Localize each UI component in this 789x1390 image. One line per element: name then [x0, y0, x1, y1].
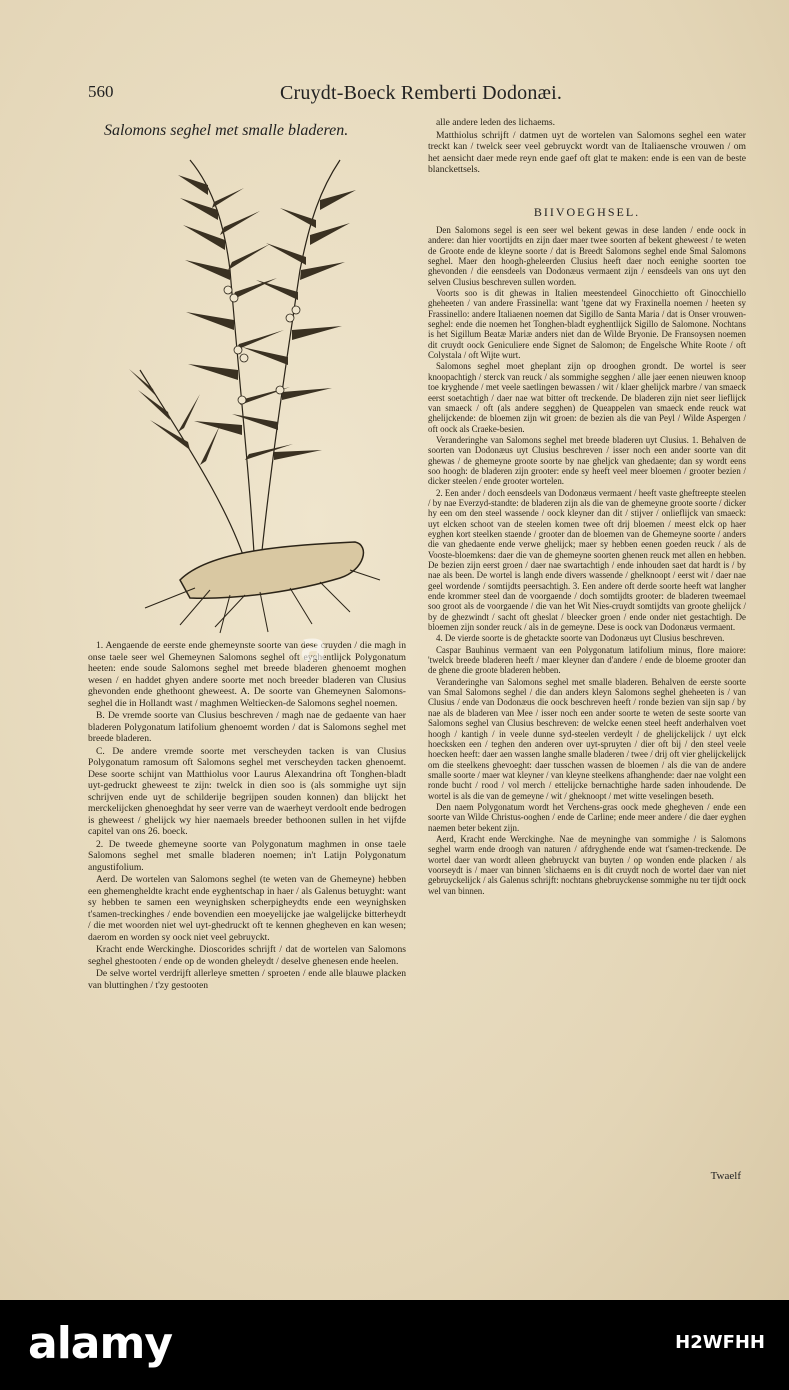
stock-logo: alamy [28, 1318, 172, 1369]
paragraph: Aerd. De wortelen van Salomons seghel (te weten van de Ghemeyne) hebben een ghemengheldte kracht ende eyghentschap in haer / als Galenus betuyght: want sy hebben te samen een weynighsken scherpigheydts ende een weynighsken t'samen-treckinghes / ende bovendien een moeyelijcke jae walgelijcke bitterheydt / die met woorden niet wel uyt-ghedruckt oft te kennen ghegheven en kan wesen; daerom en worden sy oock niet veel gebruyckt. [88, 874, 406, 943]
stock-image-id: H2WFHH [675, 1332, 765, 1353]
watermark: a [300, 625, 327, 671]
paragraph: Matthiolus schrijft / datmen uyt de wortelen van Salomons seghel een water treckt kan / twelck seer veel gebruyckt wordt van de Italiaensche vrouwen / om het aensicht daer mede reyn ende gaef oft glat te maken: ende is een van de beste blanckettsels. [428, 129, 746, 175]
paragraph: Veranderinghe van Salomons seghel met smalle bladeren. Behalven de eerste soorte van Smal Salomons seghel / die dan anders kleyn Salomons seghel gheheeten is / van Clusius / ende van Dodonæus die oock beschreven heeft / ronde bezien van sijn sap / by nae als de bladeren van Mee / isser noch een ander soorte te weten de seste soorte van Salomons seghel van Clusius beschreven: de welcke eenen steel heeft anderhalven voet hoogh / kantigh / in veele dunne syd-steelen verdeylt / de ghelijckelijck / uyt elck hoecksken een / teghen den anderen over uyt-spruyten / dier oft bij / den steel veele hoecken heeft: daer aen wassen langhe smalle bladeren / twee / drij oft vier ghelijckelijck om die steelkens ghevoeght: daer tusschen wassen de bloemen / als die van de andere smalle soorte / maer wat kleyner / van kleyne steelkens afhanghende: daer nae volght een ronde bucht / rood / vol merch / ettelijcke bernachtighe harde saden inhoudende. De wortel is als die van de gemeyne / wit / gheknoopt / met witte veselingen beseth. [428, 676, 746, 801]
paragraph: 1. Aengaende de eerste ende ghemeynste soorte van dese cruyden / die magh in onse taele seer wel Ghemeynen Salomons seghel oft eyghentlijck Polygonatum heeten: ende soude Salomons seghel met breede bladeren ghenoemt moghen wesen / en haddet ghyen andere soorte met noch breeder bladeren van Clusius ghevonden ende ghethoont gheweest. A. De soorte van Ghemeynen Salomons-seghel die in Hollandt wast / maghmen Weltiecken-de Salomons seghel noemen. [88, 640, 406, 709]
left-column-text [88, 640, 406, 1150]
paragraph: Aerd, Kracht ende Werckinghe. Nae de meyninghe van sommighe / is Salomons seghel warm ende droogh van naturen / afdryghende ende wat t'samen-treckende. De wortel daer van wordt alleen ghebruyckt van buyten / op wonden ende placken / als voorseydt is / maer van binnen 'slichaems en is dit cruydt noch de wortel daer van niet gebruyckelijck / als Galenus schrijft: nochtans ghebruyckense sommighe nu ter tijdt oock wel van binnen. [428, 833, 746, 896]
woodcut-plant-illustration [120, 150, 395, 635]
paragraph: Kracht ende Werckinghe. Dioscorides schrijft / dat de wortelen van Salomons seghel ghestooten / ende op de wonden gheleydt / deselve ghenesen ende heelen. [88, 944, 406, 967]
figure-caption: Salomons seghel met smalle bladeren. [104, 122, 349, 139]
section-heading: BIIVOEGHSEL. [533, 205, 641, 219]
stock-photo-footer [0, 1300, 789, 1390]
paragraph: B. De vremde soorte van Clusius beschreven / magh nae de gedaente van haer bladeren Polygonatum latifolium ghenoemt worden / dat is Salomons seghel met breede bladeren. [88, 710, 406, 744]
paragraph: C. De andere vremde soorte met verscheyden tacken is van Clusius Polygonatum ramosum oft Salomons seghel met verscheyden tacken ghenoemt. Dese soorte schijnt van Matthiolus voor Laurus Alexandrina oft Tonghen-bladt uyt-gedruckt gheweest te zijn: twelck in dien soo is (als sommighe uyt sijn schrijven ende uyt de schilderije begrijpen souden konnen) dan blijckt het merckelijcken ghenoeghdat hy seer verre van de waerheyt verdoolt ende bedrogen is gheweest / ghelijck wy hier naemaels breeder bethoonen sullen in het vijfde capitel van ons 26. boeck. [88, 745, 406, 837]
paragraph: alle andere leden des lichaems. [436, 117, 556, 128]
paragraph: 2. Een ander / doch eensdeels van Dodonæus vermaent / heeft vaste gheftreepte steelen / by nae Everzyd-standte: de bladeren zijn als die van de ghemeyne groote soorte / dicker hy een om den steel wassende / oock kleyner dan dit / stijver / onlieflijck van smaeck: uyt elcken schoot van de steelen komen twee oft drij bloemen / meest elck op haer eyghen kort steelken staende / grooter dan de bloemen van de Ghemeyne soorte / anders die van ghedaente ende verwe ghelijck; maer sy hebben eenen goeden reuck / als de Vooste-bloemkens: daer die van de ghemeyne soorten ghenen reuck met allen en hebben. De bezien zijn eerst groen / daer nae swartachtigh / ende inhouden saet dat hardt is / by nae als been. De wortel is langh ende divers wassende / ghelknoopt / eerst wit / daer nae geel wordende / somtijdts peersachtigh. 3. Een andere oft derde soorte heeft wat langher ende krommer steel dan de voorgaende / doch somtijdts grooter: de bladeren tweemael soo groot als de voorgaende / die van het Wit Nies-cruydt somtijdts van groote ghelijck / by de ghezwindt / sacht oft gheslat / bleecker groen / ende onder niet gestachtigh. De bloemen zijn sonder reuck / als in de gemeyne. Dese is oock van Dodonæus vermaent. [428, 487, 746, 633]
paragraph: 2. De tweede ghemeyne soorte van Polygonatum maghmen in onse taele Salomons seghel met smalle bladeren noemen; in't Latijn Polygonatum angustifolium. [88, 838, 406, 873]
paragraph: Salomons seghel moet gheplant zijn op drooghen grondt. De wortel is seer knoopachtigh / sterck van reuck / als sommighe segghen / alle jaer eenen nieuwen knoop toe kryghende / met veele saetlingen bewassen / wit / klaer ghelijck marbre / van smaeck eerst soetachtigh / daer nae wat bitter oft treckende. De bladeren zijn niet seer lieflijck van smaeck / oft (als andere segghen) de Queappelen van smaeck ende reuck wat ghelijckende: de bloemen zijn wit groen: de bezien als die van Peyl / Wilde Aspergen / oft oock als Craeke-besien. [428, 361, 746, 434]
paragraph: De selve wortel verdrijft allerleye smetten / sproeten / ende alle blauwe placken van bluttinghen / t'zy gestooten [88, 968, 406, 991]
right-column-text [428, 225, 746, 1185]
running-title: Cruydt-Boeck Remberti Dodonæi. [280, 82, 563, 104]
paragraph: Den Salomons segel is een seer wel bekent gewas in dese landen / ende oock in andere: dan hier voortijdts en zijn daer maer twee soorten af bekent gheweest / te weten de Groote ende de kleyne soorte / dat is Breedt Salomons seghel ende Smal Salomons seghel. Maer den hoogh-gheleerden Clusius heeft daer noch eenighe soorten toe ghevonden / die eensdeels van Dodonæus vermaent zijn / eensdeels van ons uyt den selven Clusius beschreven sullen worden. [428, 225, 746, 287]
right-top-text [428, 117, 746, 197]
paragraph: Voorts soo is dit ghewas in Italien meestendeel Ginocchietto oft Ginocchiello gheheeten / van andere Frassinella: want 'tgene dat wy Fraxinella noemen / heeten sy Frassinello: andere Italiaenen noemen dat Sigillo de Santa Maria / dat is Onser vrouwen-seghel: ende die noemen het Tonghen-bladt eyghentlijck Sigillo de Salomone. Nochtans is het Sigillum Beatæ Mariæ anders niet dan de Wilde Bryonie. De Fransoysen noemen dit cruydt oock Geniculiere ende Signet de Salomon; de Engelsche White Roote / oft Colystala / oft Wijte wurt. [428, 288, 746, 361]
paragraph: Veranderinghe van Salomons seghel met breede bladeren uyt Clusius. 1. Behalven de soorten van Dodonæus uyt Clusius beschreven / isser noch een ander soorte van dit ghewas / de ghemeyne groote soorte by nae gheljck van ghedaente; dan sy wordt eens soo hoogh: de bladeren zijn grooter: ende sy heeft veel meer bloemen / grooter bezien / dicker steelen / ende grooter wortelen. [428, 434, 746, 487]
paragraph: 4. De vierde soorte is de ghetackte soorte van Dodonæus uyt Clusius beschreven. [436, 633, 725, 644]
paragraph: Den naem Polygonatum wordt het Verchens-gras oock mede ghegheven / ende een soorte van Wilde Christus-ooghen / ende de Carline; ende meer andere / die daer eyghen naemen beter bekent zijn. [428, 801, 746, 833]
catchword: Twaelf [710, 1170, 741, 1182]
paragraph: Caspar Bauhinus vermaent van een Polygonatum latifolium minus, flore maiore: 'twelck breede bladeren heeft / maer kleyner dan d'andere / ende de bloeme grooter dan de ghene die groote bladeren hebben. [428, 644, 746, 676]
page-number: 560 [88, 82, 114, 101]
